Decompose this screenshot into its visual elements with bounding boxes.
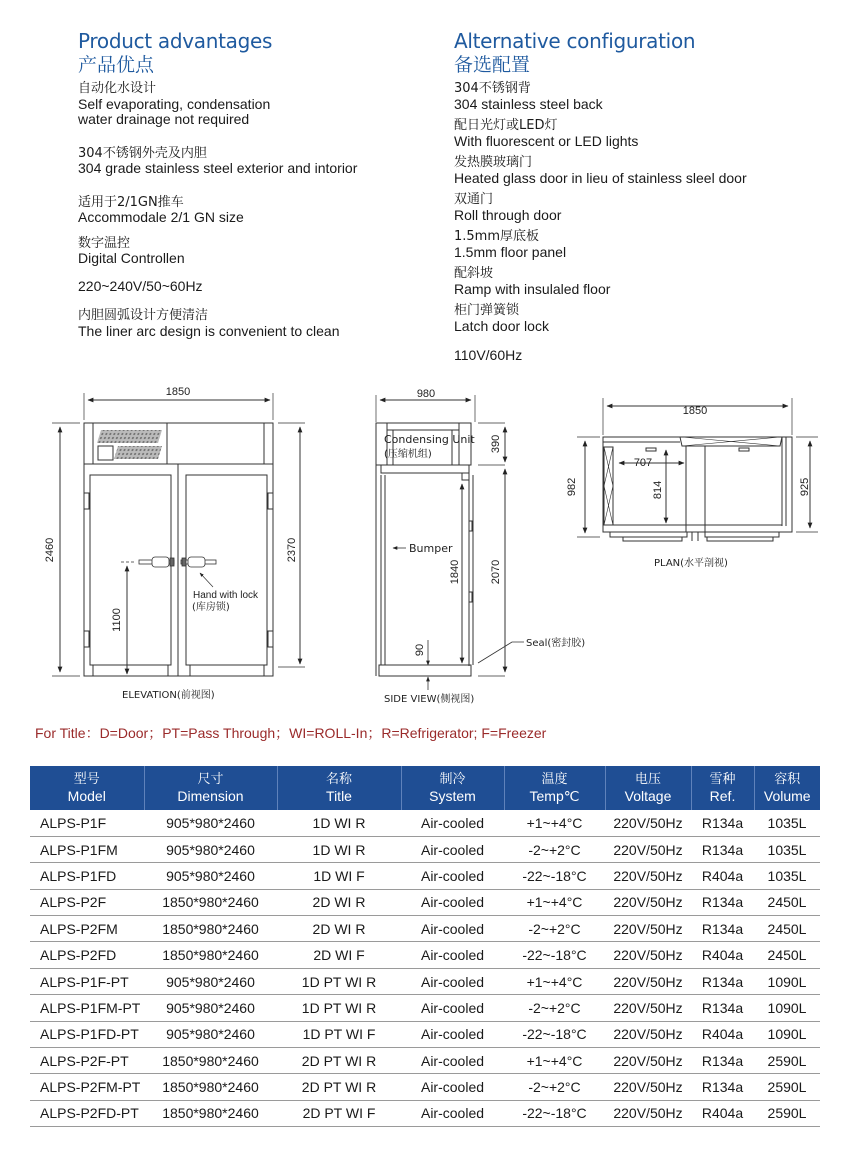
header-en: Volume	[763, 788, 811, 804]
cell-title: 2D PT WI R	[277, 1074, 401, 1100]
hinge	[268, 493, 273, 509]
title-abbreviation-note: For Title：D=Door；PT=Pass Through；WI=ROLL-In；R=Refrigerator; F=Freezer	[35, 725, 547, 741]
cell-temp: +1~+4°C	[504, 1048, 605, 1074]
alternative-item-cn: 304不锈钢背	[454, 81, 531, 96]
cell-ref: R134a	[691, 916, 754, 942]
advantage-item-cn: 内胆圆弧设计方便清洁	[78, 308, 209, 323]
cell-model: ALPS-P1F	[30, 810, 144, 836]
header-cn: 雪种	[709, 772, 736, 787]
alternative-item-en: With fluorescent or LED lights	[454, 132, 639, 149]
header-cn: 尺寸	[197, 772, 224, 787]
alternative-item	[454, 348, 834, 364]
cell-volume: 2450L	[754, 942, 820, 968]
alternative-item	[454, 81, 834, 112]
column-header-ref[interactable]	[691, 766, 754, 810]
cell-voltage: 220V/50Hz	[605, 1100, 691, 1126]
condenser-grille	[114, 446, 162, 459]
cell-volume: 2590L	[754, 1074, 820, 1100]
cell-voltage: 220V/50Hz	[605, 889, 691, 915]
cell-ref: R404a	[691, 942, 754, 968]
table-row[interactable]	[30, 889, 820, 915]
elevation-caption: ELEVATION(前视图)	[122, 690, 215, 701]
alternative-item-en: Ramp with insulaled floor	[454, 280, 611, 297]
cell-temp: -2~+2°C	[504, 995, 605, 1021]
advantage-item-en: The liner arc design is convenient to clean	[78, 322, 340, 339]
cell-system: Air-cooled	[401, 1048, 504, 1074]
plan-caption: PLAN(水平剖视)	[654, 558, 728, 569]
alternative-item-en: 110V/60Hz	[454, 347, 523, 363]
door-depth-label: 814	[652, 480, 664, 500]
bumper-label: Bumper	[409, 542, 453, 555]
advantage-item-cn: 304不锈钢外壳及内胆	[78, 145, 207, 161]
cell-volume: 2590L	[754, 1048, 820, 1074]
inner-height-label: 1840	[449, 559, 461, 585]
hinge	[84, 493, 89, 509]
cell-dimension: 905*980*2460	[144, 836, 277, 862]
cell-ref: R134a	[691, 1074, 754, 1100]
elevation-height-label: 2460	[44, 537, 56, 563]
unit-height-label: 390	[490, 434, 502, 454]
cell-model: ALPS-P1FD	[30, 863, 144, 889]
cell-system: Air-cooled	[401, 889, 504, 915]
cell-dimension: 1850*980*2460	[144, 889, 277, 915]
cell-model: ALPS-P2FM	[30, 916, 144, 942]
plan-width-label: 1850	[682, 405, 708, 417]
table-body	[30, 810, 820, 1127]
cell-model: ALPS-P2FD-PT	[30, 1100, 144, 1126]
cell-ref: R404a	[691, 1100, 754, 1126]
cell-system: Air-cooled	[401, 995, 504, 1021]
advantage-item-en: Digital Controllen	[78, 250, 185, 266]
alternative-item-en: 304 stainless steel back	[454, 95, 603, 112]
floor-panel	[379, 665, 471, 676]
cell-system: Air-cooled	[401, 810, 504, 836]
column-header-dimension[interactable]	[144, 766, 277, 810]
table-row[interactable]	[30, 1048, 820, 1074]
cell-voltage: 220V/50Hz	[605, 995, 691, 1021]
cell-dimension: 905*980*2460	[144, 810, 277, 836]
cell-system: Air-cooled	[401, 1021, 504, 1047]
column-header-voltage[interactable]	[605, 766, 691, 810]
cell-model: ALPS-P1FD-PT	[30, 1021, 144, 1047]
spec-table	[30, 766, 820, 1127]
product-advantages-section	[78, 28, 448, 339]
table-row[interactable]	[30, 942, 820, 968]
cell-model: ALPS-P2F-PT	[30, 1048, 144, 1074]
alternative-item-cn: 配日光灯或LED灯	[454, 118, 558, 133]
cell-system: Air-cooled	[401, 968, 504, 994]
alternative-item-en: Roll through door	[454, 206, 562, 223]
table-row[interactable]	[30, 995, 820, 1021]
cell-title: 1D PT WI F	[277, 1021, 401, 1047]
cell-ref: R134a	[691, 995, 754, 1021]
cell-model: ALPS-P2F	[30, 889, 144, 915]
cell-system: Air-cooled	[401, 863, 504, 889]
advantage-item-cn: 自动化水设计	[78, 81, 157, 96]
side-door-height-label: 2070	[490, 559, 502, 585]
header-en: Title	[326, 788, 352, 804]
table-row[interactable]	[30, 968, 820, 994]
cell-temp: +1~+4°C	[504, 968, 605, 994]
cell-ref: R134a	[691, 1048, 754, 1074]
cell-temp: -2~+2°C	[504, 836, 605, 862]
cell-ref: R134a	[691, 968, 754, 994]
alternative-item-cn: 双通门	[454, 192, 494, 207]
plan-inner-depth-label: 925	[799, 477, 811, 497]
cell-dimension: 905*980*2460	[144, 863, 277, 889]
advantage-item-en: 220~240V/50~60Hz	[78, 277, 203, 294]
alternative-item-cn: 配斜坡	[454, 266, 494, 281]
cell-model: ALPS-P1FM	[30, 836, 144, 862]
cell-dimension: 1850*980*2460	[144, 1074, 277, 1100]
header-cn: 容积	[774, 772, 801, 787]
hinge	[84, 631, 89, 647]
advantage-item-cn: 数字温控	[78, 235, 131, 251]
cell-voltage: 220V/50Hz	[605, 1074, 691, 1100]
table-row[interactable]	[30, 916, 820, 942]
cell-title: 1D PT WI R	[277, 968, 401, 994]
cell-temp: -22~-18°C	[504, 942, 605, 968]
handle-lock-label-cn: (库房锁)	[192, 602, 230, 613]
side-depth-label: 980	[416, 388, 436, 400]
alternative-item	[454, 192, 834, 223]
column-header-temp[interactable]	[504, 766, 605, 810]
table-row[interactable]	[30, 1074, 820, 1100]
cell-voltage: 220V/50Hz	[605, 810, 691, 836]
alternative-item	[454, 229, 834, 260]
alternative-item-cn: 柜门弹簧锁	[454, 303, 520, 318]
cell-title: 1D PT WI R	[277, 995, 401, 1021]
cell-dimension: 1850*980*2460	[144, 942, 277, 968]
header-cn: 电压	[634, 772, 661, 787]
alternative-configuration-section	[454, 28, 834, 364]
technical-drawings	[0, 380, 850, 710]
cell-voltage: 220V/50Hz	[605, 836, 691, 862]
cell-voltage: 220V/50Hz	[605, 863, 691, 889]
header-en: Ref.	[709, 788, 736, 804]
cell-temp: -22~-18°C	[504, 1100, 605, 1126]
advantage-item	[78, 236, 448, 267]
table-row[interactable]	[30, 810, 820, 836]
cell-title: 1D WI F	[277, 863, 401, 889]
cell-system: Air-cooled	[401, 916, 504, 942]
cell-dimension: 905*980*2460	[144, 1021, 277, 1047]
hinge	[469, 521, 472, 531]
cell-model: ALPS-P2FD	[30, 942, 144, 968]
cell-system: Air-cooled	[401, 1074, 504, 1100]
header-en: Voltage	[624, 788, 672, 804]
condensing-unit-label-cn: (压缩机组)	[384, 449, 432, 460]
handle-lock-label: Hand with lock	[193, 590, 259, 601]
condensing-unit-label: Condensing Unit	[384, 433, 475, 446]
alternative-item	[454, 155, 834, 186]
advantage-item-en: Self evaporating, condensation water drainage not required	[78, 95, 271, 127]
advantage-item	[78, 146, 448, 177]
controller-display	[98, 446, 113, 460]
cell-dimension: 1850*980*2460	[144, 1100, 277, 1126]
alternative-item	[454, 303, 834, 334]
cell-temp: -2~+2°C	[504, 916, 605, 942]
door-height-label: 2370	[286, 537, 298, 563]
cell-temp: +1~+4°C	[504, 889, 605, 915]
cell-volume: 1090L	[754, 1021, 820, 1047]
cell-model: ALPS-P1FM-PT	[30, 995, 144, 1021]
cell-voltage: 220V/50Hz	[605, 1048, 691, 1074]
cell-temp: -22~-18°C	[504, 1021, 605, 1047]
cell-ref: R404a	[691, 863, 754, 889]
plan-outer	[603, 437, 792, 532]
alternative-item	[454, 266, 834, 297]
cell-volume: 1035L	[754, 836, 820, 862]
hinge	[469, 592, 472, 602]
cell-volume: 1035L	[754, 810, 820, 836]
table-row[interactable]	[30, 863, 820, 889]
header-cn: 名称	[325, 772, 352, 787]
cell-volume: 1090L	[754, 995, 820, 1021]
alternatives-title: Alternative configuration	[454, 29, 696, 53]
elevation-width-label: 1850	[165, 386, 191, 398]
alternative-item-en: Heated glass door in lieu of stainless sleel door	[454, 169, 747, 186]
cell-title: 2D WI R	[277, 889, 401, 915]
handle-height-label: 1100	[111, 608, 123, 632]
condenser-grille	[97, 430, 162, 443]
floor-height-label: 90	[414, 643, 426, 657]
cell-title: 2D WI R	[277, 916, 401, 942]
plan-outer-depth-label: 982	[566, 477, 578, 497]
header-cn: 温度	[541, 772, 568, 787]
cell-ref: R134a	[691, 836, 754, 862]
alternative-item-en: Latch door lock	[454, 317, 549, 334]
cell-voltage: 220V/50Hz	[605, 968, 691, 994]
cell-title: 1D WI R	[277, 810, 401, 836]
header-en: System	[429, 788, 476, 804]
cell-temp: -2~+2°C	[504, 1074, 605, 1100]
alternatives-title-cn: 备选配置	[454, 54, 531, 76]
table-header-row	[30, 766, 820, 810]
alternative-item-en: 1.5mm floor panel	[454, 243, 567, 260]
cell-dimension: 1850*980*2460	[144, 916, 277, 942]
advantage-item	[78, 195, 448, 226]
advantage-item-en: Accommodale 2/1 GN size	[78, 209, 244, 225]
column-header-volume[interactable]	[754, 766, 820, 810]
cell-temp: -22~-18°C	[504, 863, 605, 889]
header-cn: 型号	[73, 772, 100, 787]
cell-temp: +1~+4°C	[504, 810, 605, 836]
drawings-svg	[0, 380, 850, 710]
advantages-title: Product advantages	[78, 29, 273, 53]
cell-dimension: 905*980*2460	[144, 995, 277, 1021]
table-row[interactable]	[30, 1100, 820, 1126]
door-width-label: 707	[633, 457, 653, 469]
seal-label: Seal(密封胶)	[526, 638, 586, 649]
advantage-item-cn: 适用于2/1GN推车	[78, 194, 184, 210]
cell-model: ALPS-P2FM-PT	[30, 1074, 144, 1100]
cell-title: 1D WI R	[277, 836, 401, 862]
column-header-system[interactable]	[401, 766, 504, 810]
cell-system: Air-cooled	[401, 942, 504, 968]
cell-title: 2D PT WI R	[277, 1048, 401, 1074]
cell-dimension: 1850*980*2460	[144, 1048, 277, 1074]
right-door	[186, 475, 267, 665]
elevation-drawing	[52, 393, 305, 676]
cell-voltage: 220V/50Hz	[605, 1021, 691, 1047]
cell-title: 2D PT WI F	[277, 1100, 401, 1126]
advantage-item	[78, 279, 448, 295]
alternative-item-cn: 发热膜玻璃门	[454, 155, 533, 170]
cell-system: Air-cooled	[401, 836, 504, 862]
hinge	[268, 631, 273, 647]
alternative-item	[454, 118, 834, 149]
cell-model: ALPS-P1F-PT	[30, 968, 144, 994]
column-header-model[interactable]	[30, 766, 144, 810]
cell-title: 2D WI F	[277, 942, 401, 968]
cell-dimension: 905*980*2460	[144, 968, 277, 994]
cell-volume: 1090L	[754, 968, 820, 994]
cell-voltage: 220V/50Hz	[605, 916, 691, 942]
advantage-item-en: 304 grade stainless steel exterior and intorior	[78, 160, 358, 176]
header-en: Temp℃	[529, 788, 580, 804]
cell-voltage: 220V/50Hz	[605, 942, 691, 968]
advantages-title-cn: 产品优点	[78, 54, 155, 76]
cell-volume: 2450L	[754, 916, 820, 942]
cell-volume: 2450L	[754, 889, 820, 915]
header-cn: 制冷	[439, 772, 466, 787]
cell-system: Air-cooled	[401, 1100, 504, 1126]
left-door	[90, 475, 171, 665]
table-row[interactable]	[30, 1021, 820, 1047]
alternative-item-cn: 1.5mm厚底板	[454, 229, 540, 244]
cell-volume: 2590L	[754, 1100, 820, 1126]
plan-drawing	[577, 398, 818, 541]
table-row[interactable]	[30, 836, 820, 862]
header-en: Dimension	[177, 788, 244, 804]
cell-ref: R134a	[691, 889, 754, 915]
cell-ref: R134a	[691, 810, 754, 836]
cell-ref: R404a	[691, 1021, 754, 1047]
advantage-item	[78, 308, 448, 339]
cell-volume: 1035L	[754, 863, 820, 889]
column-header-title[interactable]	[277, 766, 401, 810]
advantage-item	[78, 81, 448, 128]
side-view-caption: SIDE VIEW(侧视图)	[384, 694, 475, 705]
header-en: Model	[67, 788, 106, 804]
